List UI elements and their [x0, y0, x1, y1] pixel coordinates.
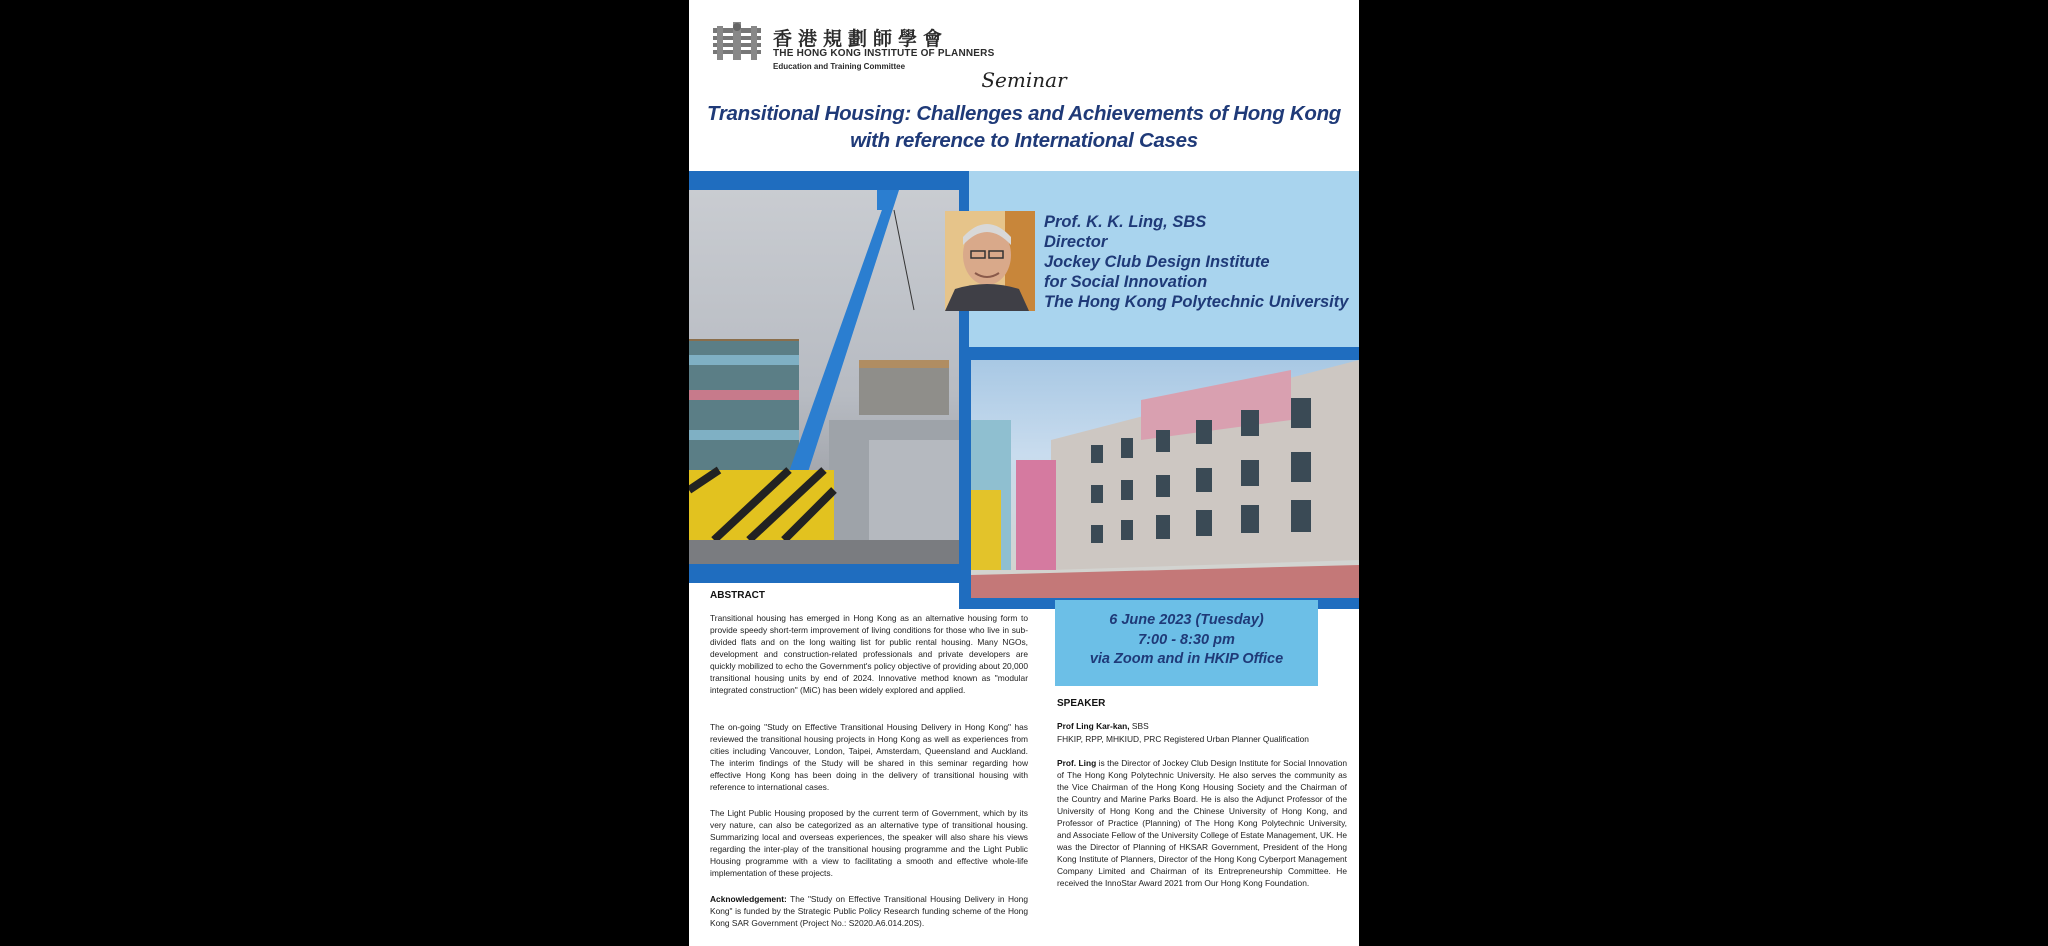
logo-english-text: THE HONG KONG INSTITUTE OF PLANNERS: [773, 48, 995, 59]
committee-text: Education and Training Committee: [773, 62, 906, 71]
speaker-card-org-line2: for Social Innovation: [1044, 273, 1208, 291]
acknowledgement: [710, 893, 1028, 929]
title-line-2: with reference to International Cases: [850, 129, 1198, 152]
speaker-card-role: Director: [1044, 233, 1108, 251]
abstract-paragraph-3: The Light Public Housing proposed by the current term of Government, which by its very nature, can also be categorized as an alternative type of transitional housing. Summarizing local and overseas experiences, the speaker will also share his views regarding the inter-play of the transitional housing programme and the Light Public Housing programme with a view to facilitating a smooth and effective whole-life implementation of these projects.: [710, 808, 1028, 878]
speaker-heading: SPEAKER: [1057, 698, 1106, 709]
logo-chinese-text: 香港規劃師學會: [773, 28, 949, 50]
transitional-housing-photo: [971, 360, 1359, 598]
speaker-headshot: [945, 211, 1035, 311]
speaker-bio: [1057, 757, 1347, 889]
speaker-card-name: Prof. K. K. Ling, SBS: [1044, 213, 1207, 231]
speaker-name: Prof Ling Kar-kan,: [1057, 721, 1130, 731]
speaker-card: [1044, 212, 1348, 312]
event-date: 6 June 2023 (Tuesday): [1109, 612, 1264, 628]
abstract-paragraph-1: Transitional housing has emerged in Hong Kong as an alternative housing form to provide speedy short-term improvement of living conditions for those who live in sub-divided flats and on the long waiting list for public rental housing. Many NGOs, development and construction-related professionals and private developers are quickly mobilized to echo the Government's policy objective of providing about 20,000 transitional housing units by end of 2024. Innovative method known as "modular integrated construction" (MiC) has been widely explored and applied.: [710, 613, 1028, 695]
crane-photo: [689, 190, 959, 564]
speaker-honour: SBS: [1131, 721, 1149, 731]
event-time: 7:00 - 8:30 pm: [1138, 631, 1235, 648]
event-venue: via Zoom and in HKIP Office: [1089, 651, 1284, 667]
acknowledgement-text: The "Study on Effective Transitional Housing Delivery in Hong Kong" is funded by the Strategic Public Policy Research funding scheme of the Hong Kong SAR Government (Project No.: S2020.A6.014.20S).: [710, 894, 1028, 928]
abstract-paragraph-2: The on-going "Study on Effective Transitional Housing Delivery in Hong Kong" has reviewed the transitional housing projects in Hong Kong as well as experiences from cities including Vancouver, London, Taipei, Amsterdam, Queensland and Auckland. The interim findings of the Study will be shared in this seminar regarding how effective Hong Kong has been doing in the delivery of transitional housing with reference to international cases.: [710, 722, 1028, 792]
abstract-heading: ABSTRACT: [710, 590, 765, 601]
seminar-poster: [689, 0, 1359, 946]
speaker-card-org-line1: Jockey Club Design Institute: [1044, 253, 1270, 271]
acknowledgement-label: Acknowledgement:: [710, 894, 787, 904]
speaker-bio-text: is the Director of Jockey Club Design Institute for Social Innovation of The Hong Kong Polytechnic University. He also serves the community as the Vice Chairman of the Hong Kong Housing Society and the Chairman of the Country and Marine Parks Board. He is also the Adjunct Professor of the University of Hong Kong and the Chinese University of Hong Kong, and Professor of Practice (Planning) of The Hong Kong Polytechnic University, and Associate Fellow of the University College of Estate Management, UK. He was the Director of Planning of HKSAR Government, President of the Hong Kong Institute of Planners, Director of the Hong Kong Cyberport Management Company Limited and Chairman of its Entrepreneurship Committee. He received the InnoStar Award 2021 from Our Hong Kong Foundation.: [1057, 758, 1348, 888]
event-details-box: [1055, 600, 1318, 686]
speaker-card-university: The Hong Kong Polytechnic University: [1044, 293, 1349, 311]
seminar-label: Seminar: [981, 68, 1067, 92]
speaker-credentials: FHKIP, RPP, MHKIUD, PRC Registered Urban Planner Qualification: [1057, 734, 1309, 744]
speaker-bio-lead: Prof. Ling: [1057, 758, 1097, 768]
hkip-logo-icon: [713, 22, 761, 60]
seminar-title: [689, 100, 1359, 154]
title-line-1: Transitional Housing: Challenges and Achievements of Hong Kong: [706, 102, 1342, 125]
speaker-name-line: [1057, 720, 1347, 732]
